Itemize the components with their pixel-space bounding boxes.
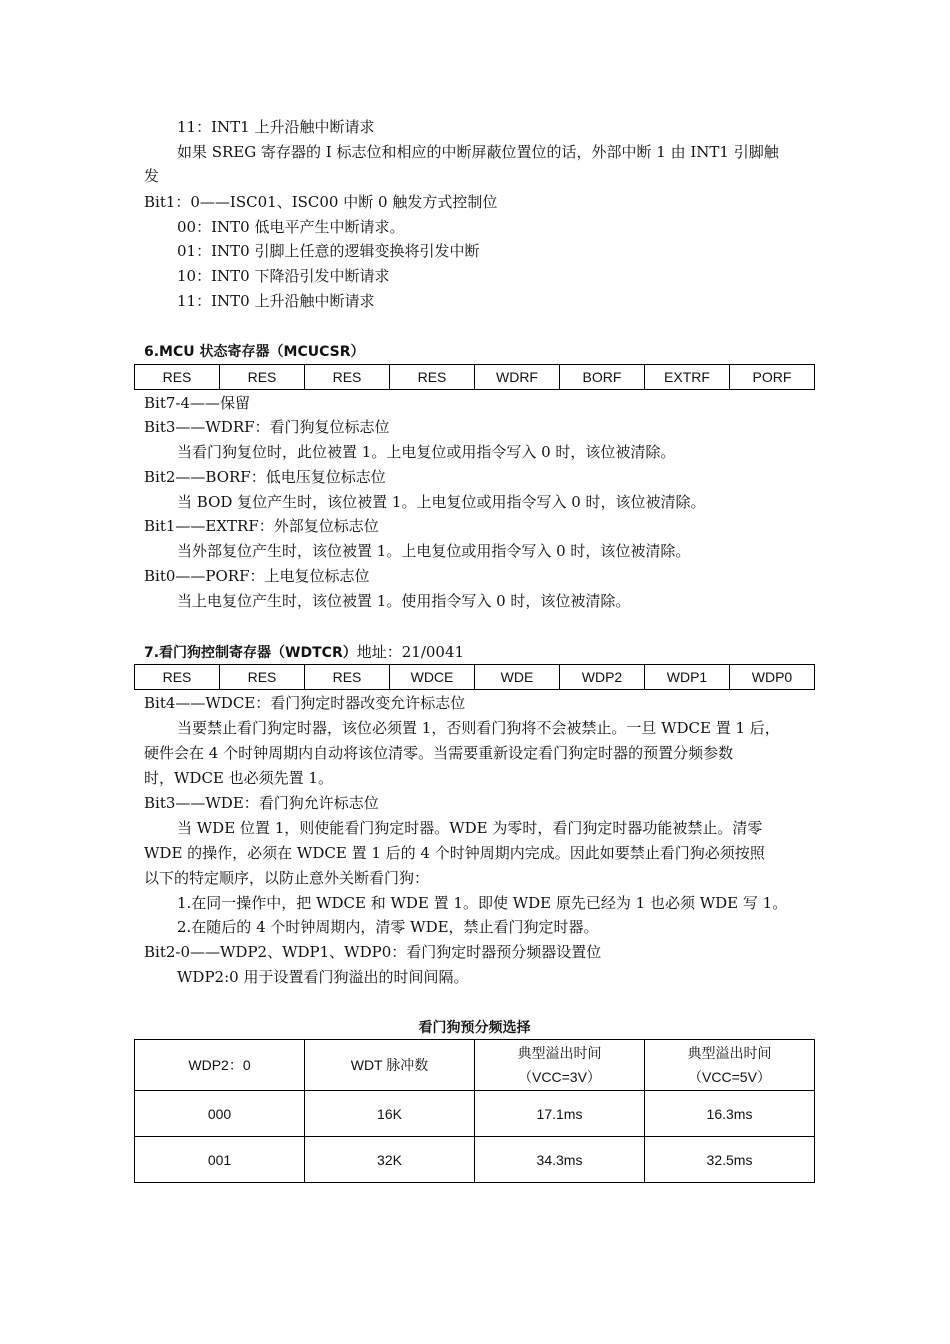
wdtcr-address: 地址：21/0041	[356, 643, 465, 661]
wdtcr-desc-line: 1.在同一操作中，把 WDCE 和 WDE 置 1。即使 WDE 原先已经为 1 也必须 WDE 写 1。	[177, 894, 788, 912]
wdtcr-heading: 7.看门狗控制寄存器（WDTCR）	[144, 645, 357, 661]
table-row	[135, 1091, 815, 1137]
isc11-int0-line: 11：INT0 上升沿触中断请求	[177, 292, 375, 310]
table-cell: 32K	[305, 1137, 475, 1183]
prescale-table-title: 看门狗预分频选择	[418, 1020, 531, 1036]
table-cell: 32.5ms	[645, 1137, 815, 1183]
table-row	[135, 1137, 815, 1183]
header-wdp-text: WDP2：0	[188, 1057, 251, 1073]
register-bit-cell: BORF	[560, 365, 645, 390]
register-bit-cell: RES	[305, 365, 390, 390]
isc00-line: 00：INT0 低电平产生中断请求。	[177, 218, 405, 236]
register-bit-cell: RES	[135, 665, 220, 690]
wdtcr-desc-line: 以下的特定顺序，以防止意外关断看门狗：	[144, 869, 430, 887]
header-timeout-5v-line2: （VCC=5V）	[688, 1069, 771, 1085]
wdtcr-desc-line: Bit2-0——WDP2、WDP1、WDP0：看门狗定时器预分频器设置位	[144, 943, 602, 961]
mcucsr-desc-line: 当 BOD 复位产生时，该位被置 1。上电复位或用指令写入 0 时，该位被清除。	[177, 493, 706, 511]
register-bit-cell: WDP1	[645, 665, 730, 690]
register-bit-cell: RES	[220, 365, 305, 390]
mcucsr-register-table	[134, 364, 815, 390]
mcucsr-desc-line: Bit3——WDRF：看门狗复位标志位	[144, 418, 390, 436]
sreg-paragraph-line2: 发	[144, 167, 160, 185]
register-bit-cell: RES	[135, 365, 220, 390]
wdtcr-register-table	[134, 664, 815, 690]
table-cell: 16.3ms	[645, 1091, 815, 1137]
header-wdp	[135, 1040, 305, 1091]
header-pulses	[305, 1040, 475, 1091]
mcucsr-desc-line: Bit7-4——保留	[144, 394, 251, 412]
register-bit-cell: WDE	[475, 665, 560, 690]
register-bit-cell: RES	[390, 365, 475, 390]
mcucsr-desc-line: Bit0——PORF：上电复位标志位	[144, 567, 370, 585]
register-bit-cell: WDCE	[390, 665, 475, 690]
header-timeout-5v	[645, 1040, 815, 1091]
mcucsr-desc-line: 当外部复位产生时，该位被置 1。上电复位或用指令写入 0 时，该位被清除。	[177, 542, 691, 560]
wdtcr-desc-line: WDP2:0 用于设置看门狗溢出的时间间隔。	[177, 968, 469, 986]
wdtcr-desc-line: WDE 的操作，必须在 WDCE 置 1 后的 4 个时钟周期内完成。因此如要禁止看门狗必须按照	[144, 844, 765, 862]
header-timeout-3v	[475, 1040, 645, 1091]
mcucsr-desc-line: Bit1——EXTRF：外部复位标志位	[144, 517, 379, 535]
isc10-line: 10：INT0 下降沿引发中断请求	[177, 267, 390, 285]
bit1-0-heading: Bit1：0——ISC01、ISC00 中断 0 触发方式控制位	[144, 193, 498, 211]
wdtcr-desc-line: Bit3——WDE：看门狗允许标志位	[144, 794, 379, 812]
mcucsr-desc-line: 当上电复位产生时，该位被置 1。使用指令写入 0 时，该位被清除。	[177, 592, 631, 610]
sreg-paragraph-line1: 如果 SREG 寄存器的 I 标志位和相应的中断屏蔽位置位的话，外部中断 1 由 INT1 引脚触	[177, 143, 779, 161]
wdtcr-desc-line: 当要禁止看门狗定时器，该位必须置 1，否则看门狗将不会被禁止。一旦 WDCE 置 1 后，	[177, 719, 780, 737]
wdtcr-desc-line: 硬件会在 4 个时钟周期内自动将该位清零。当需要重新设定看门狗定时器的预置分频参数	[144, 744, 734, 762]
register-bit-row	[135, 365, 815, 390]
register-bit-cell: RES	[305, 665, 390, 690]
register-bit-cell: RES	[220, 665, 305, 690]
register-bit-cell: WDP2	[560, 665, 645, 690]
header-timeout-3v-line2: （VCC=3V）	[518, 1069, 601, 1085]
table-header-row	[135, 1040, 815, 1091]
table-cell: 000	[135, 1091, 305, 1137]
register-bit-cell: WDP0	[730, 665, 815, 690]
wdtcr-desc-line: 当 WDE 位置 1，则使能看门狗定时器。WDE 为零时，看门狗定时器功能被禁止。清零	[177, 819, 763, 837]
register-bit-cell: PORF	[730, 365, 815, 390]
header-pulses-text: WDT 脉冲数	[350, 1057, 429, 1073]
register-bit-cell: WDRF	[475, 365, 560, 390]
table-cell: 001	[135, 1137, 305, 1183]
wdtcr-desc-line: Bit4——WDCE：看门狗定时器改变允许标志位	[144, 694, 466, 712]
isc11-int1-line: 11：INT1 上升沿触中断请求	[177, 118, 375, 136]
register-bit-row	[135, 665, 815, 690]
header-timeout-5v-line1: 典型溢出时间	[687, 1045, 772, 1061]
wdtcr-desc-line: 2.在随后的 4 个时钟周期内，清零 WDE，禁止看门狗定时器。	[177, 918, 599, 936]
isc01-line: 01：INT0 引脚上任意的逻辑变换将引发中断	[177, 242, 480, 260]
register-bit-cell: EXTRF	[645, 365, 730, 390]
mcucsr-heading: 6.MCU 状态寄存器（MCUCSR）	[144, 344, 365, 360]
wdtcr-desc-line: 时，WDCE 也必须先置 1。	[144, 769, 333, 787]
table-cell: 34.3ms	[475, 1137, 645, 1183]
wdtcr-heading-line	[144, 642, 464, 663]
prescale-table	[134, 1039, 815, 1183]
header-timeout-3v-line1: 典型溢出时间	[517, 1045, 602, 1061]
table-cell: 16K	[305, 1091, 475, 1137]
mcucsr-desc-line: 当看门狗复位时，此位被置 1。上电复位或用指令写入 0 时，该位被清除。	[177, 443, 676, 461]
mcucsr-desc-line: Bit2——BORF：低电压复位标志位	[144, 468, 386, 486]
table-cell: 17.1ms	[475, 1091, 645, 1137]
